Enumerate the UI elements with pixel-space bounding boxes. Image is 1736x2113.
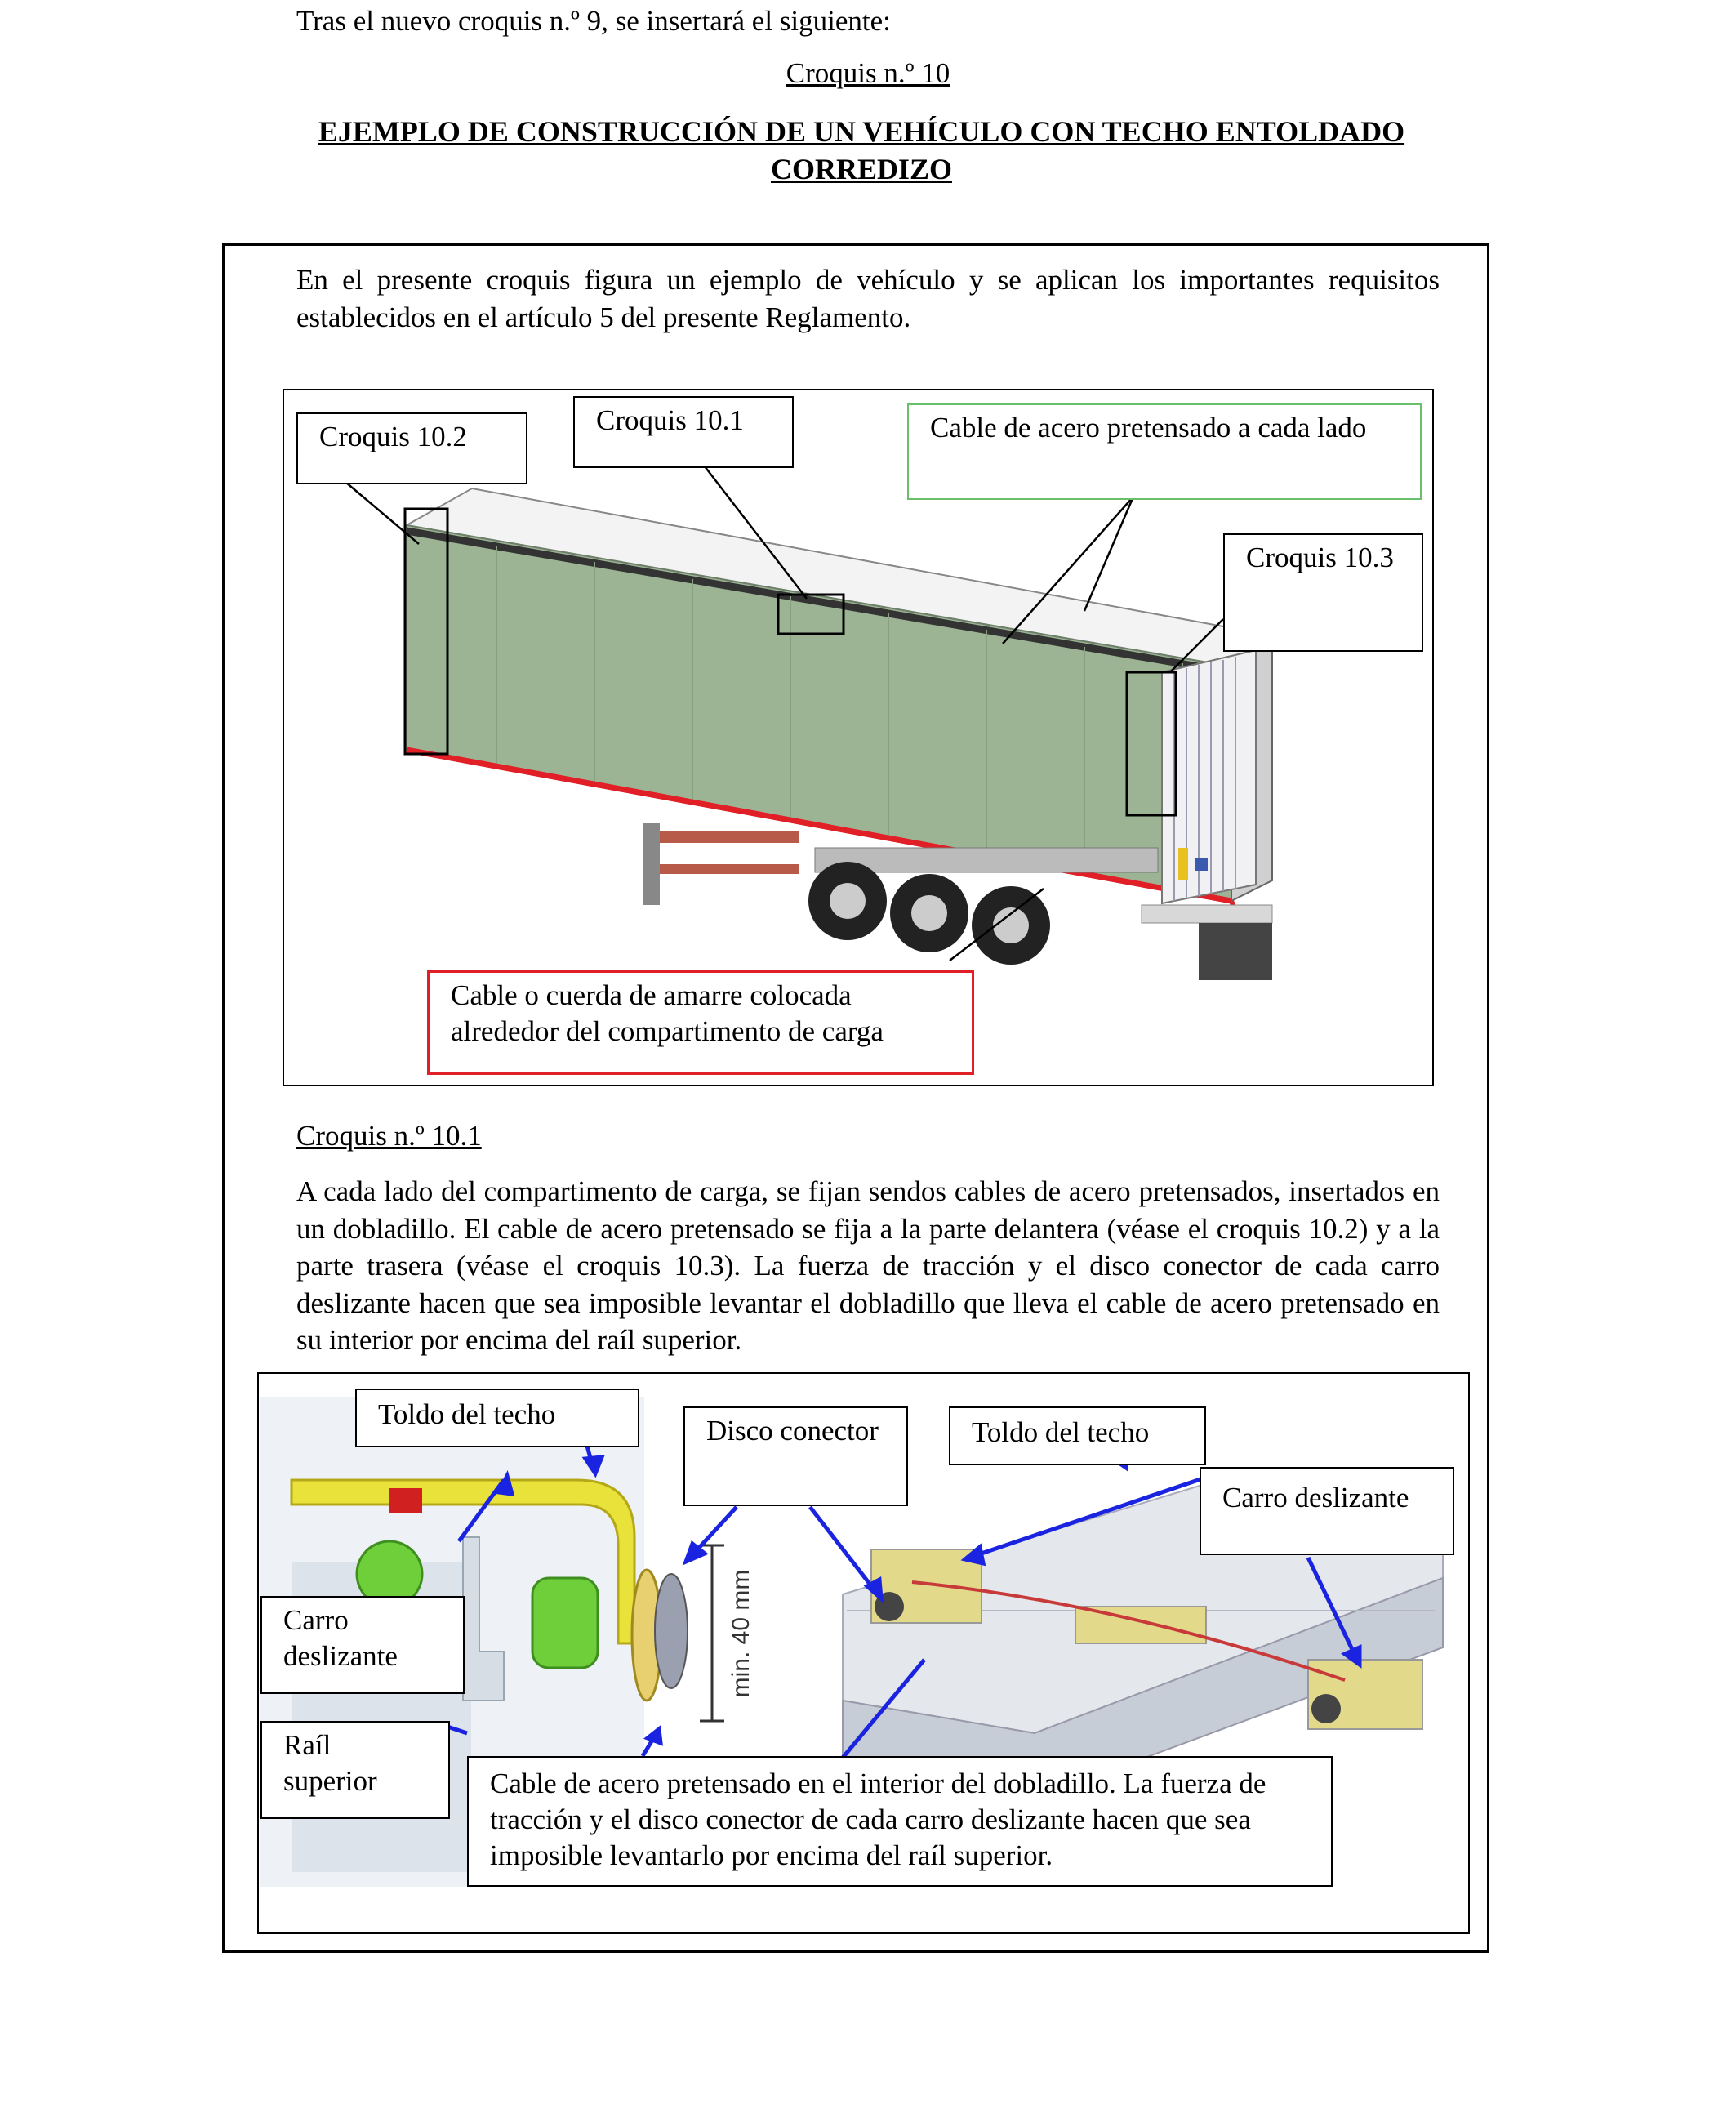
label-croquis-10-2: Croquis 10.2	[296, 412, 527, 484]
detail-figure	[257, 1372, 1470, 1934]
document-title: EJEMPLO DE CONSTRUCCIÓN DE UN VEHÍCULO CON TECHO ENTOLDADO CORREDIZO	[318, 115, 1405, 185]
label-lashing-cable: Cable o cuerda de amarre colocada alrededor del compartimento de carga	[427, 970, 974, 1075]
red-fastener	[389, 1488, 422, 1513]
dimension-text: min. 40 mm	[728, 1569, 754, 1698]
mud-flap	[1199, 923, 1272, 980]
label-sliding-carriage-right: Carro deslizante	[1200, 1467, 1454, 1555]
section-10-1-heading: Croquis n.º 10.1	[296, 1120, 482, 1152]
trailer-figure	[283, 389, 1434, 1086]
rear-reflector	[1178, 848, 1188, 880]
label-sliding-carriage-left: Carro deslizante	[260, 1596, 465, 1694]
wheels	[808, 862, 1050, 965]
label-croquis-10-1: Croquis 10.1	[573, 396, 794, 468]
rear-plate	[1195, 858, 1208, 871]
label-top-rail: Raíl superior	[260, 1721, 450, 1819]
label-connector-disc: Disco conector	[683, 1406, 908, 1506]
label-roof-tarp-right: Toldo del techo	[949, 1406, 1206, 1465]
label-roof-tarp-left: Toldo del techo	[355, 1389, 639, 1447]
chassis-beam	[652, 831, 799, 843]
carriage-wheel	[532, 1578, 598, 1668]
label-steel-cable: Cable de acero pretensado a cada lado	[907, 403, 1422, 500]
section-10-1-text: A cada lado del compartimento de carga, se fijan sendos cables de acero pretensados, insertados en un dobladillo. El cable de acero pretensado se fija a la parte delantera (véase el croquis 10.2) y a la parte trasera (véase el croquis 10.3). La fuerza de tracción y el disco conector de cada carro deslizante hacen que sea imposible levantar el dobladillo que lleva el cable de acero pretensado en su interior por encima del raíl superior.	[296, 1175, 1440, 1356]
intro-text: Tras el nuevo croquis n.º 9, se insertará el siguiente:	[296, 5, 891, 37]
description-paragraph: En el presente croquis figura un ejemplo de vehículo y se aplican los importantes requisitos establecidos en el artículo 5 del presente Reglamento.	[296, 264, 1440, 333]
label-croquis-10-3: Croquis 10.3	[1223, 533, 1423, 652]
sketch-number: Croquis n.º 10	[786, 57, 950, 89]
label-cable-note: Cable de acero pretensado en el interior del dobladillo. La fuerza de tracción y el disco conector de cada carro deslizante hacen que sea imposible levantarlo por encima del raíl superior.	[467, 1756, 1333, 1887]
landing-gear	[643, 823, 660, 905]
